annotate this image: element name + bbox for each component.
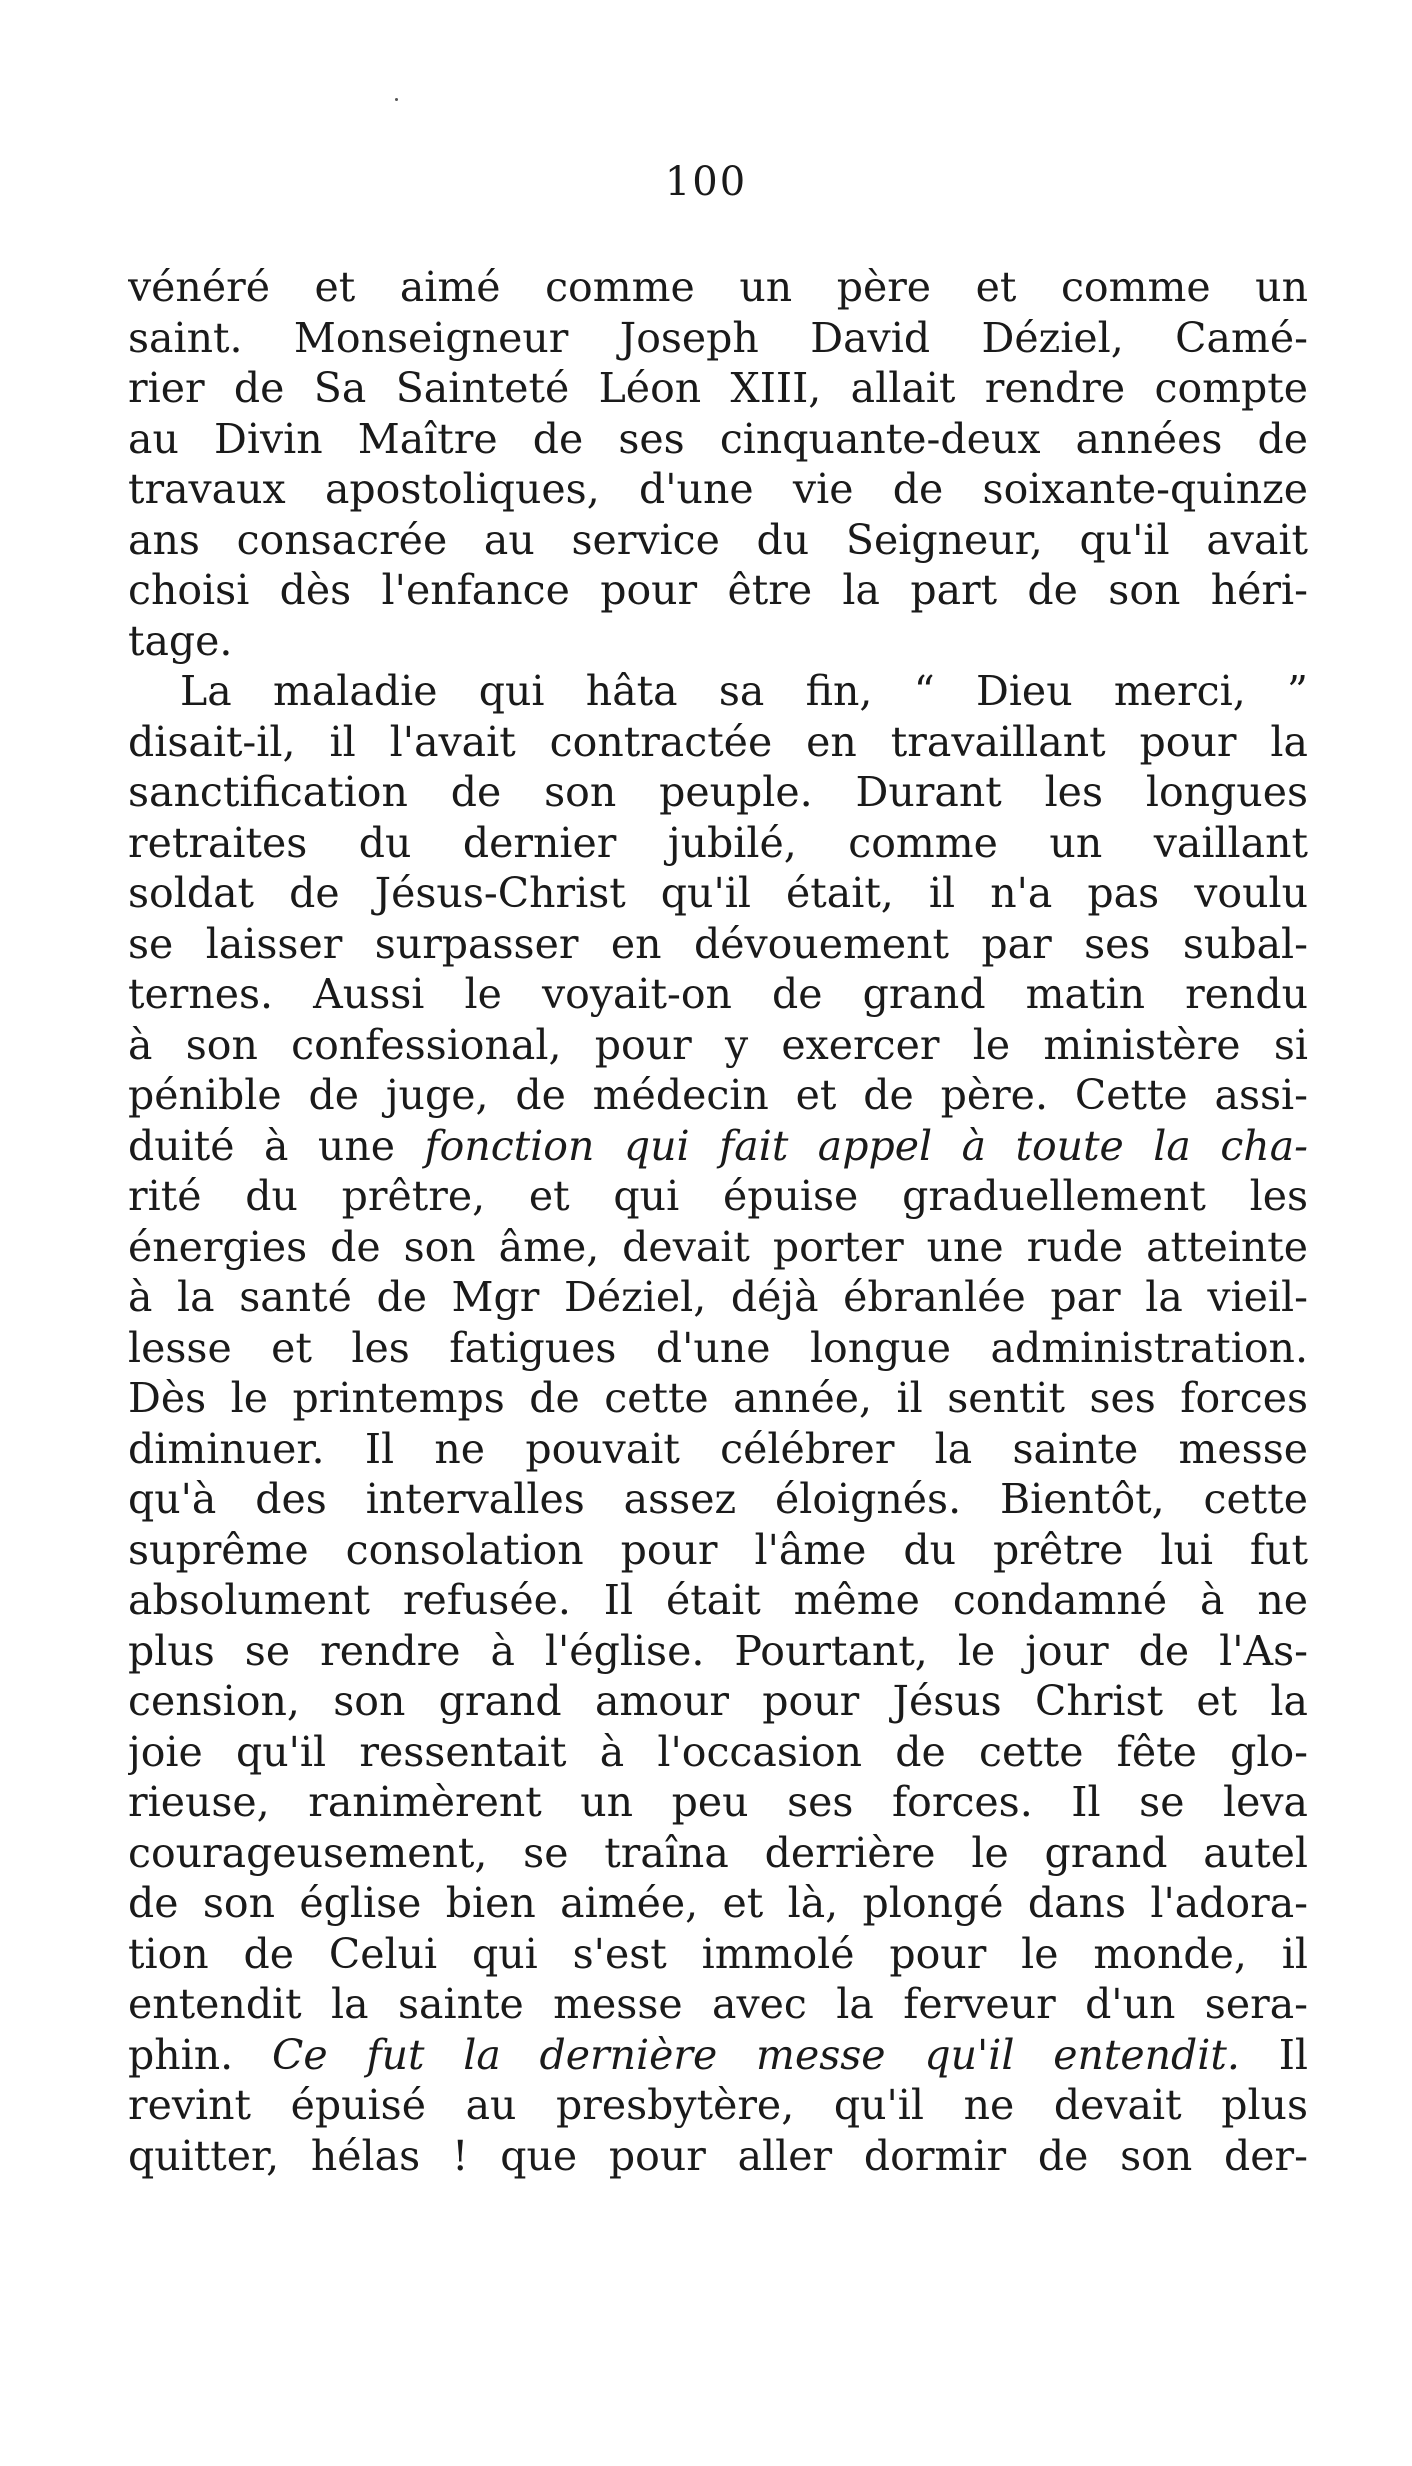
text-line: ans consacrée au service du Seigneur, qu'il avait bbox=[128, 515, 1308, 564]
text-line: choisi dès l'enfance pour être la part de son héri- bbox=[128, 566, 1308, 614]
text-line: rieuse, ranimèrent un peu ses forces. Il se leva bbox=[128, 1778, 1308, 1826]
text-line: sanctification de son peuple. Durant les longues bbox=[128, 768, 1308, 816]
body-text bbox=[128, 262, 1308, 2181]
text-line-with-italic bbox=[128, 1121, 1308, 1172]
paragraph-start-line: La maladie qui hâta sa fin, “ Dieu merci, ” bbox=[180, 667, 1308, 715]
text-line: pénible de juge, de médecin et de père. Cette assi- bbox=[128, 1071, 1308, 1119]
text-line: travaux apostoliques, d'une vie de soixante-quinze bbox=[128, 465, 1308, 513]
text-line: énergies de son âme, devait porter une rude atteinte bbox=[128, 1222, 1308, 1271]
text-line: cension, son grand amour pour Jésus Christ et la bbox=[128, 1677, 1308, 1725]
text-line: suprême consolation pour l'âme du prêtre lui fut bbox=[128, 1525, 1308, 1574]
text-line: plus se rendre à l'église. Pourtant, le jour de l'As- bbox=[128, 1626, 1308, 1675]
text-line: quitter, hélas ! que pour aller dormir de son der- bbox=[128, 2131, 1308, 2180]
text-line: revint épuisé au presbytère, qu'il ne devait plus bbox=[128, 2081, 1308, 2129]
text-line: tage. bbox=[128, 616, 233, 665]
text-run: Il bbox=[1239, 2030, 1308, 2079]
text-line: au Divin Maître de ses cinquante-deux années de bbox=[128, 414, 1308, 463]
text-line: à la santé de Mgr Déziel, déjà ébranlée par la vieil- bbox=[128, 1273, 1308, 1321]
text-line: à son confessional, pour y exercer le ministère si bbox=[128, 1020, 1308, 1069]
text-line: disait-il, il l'avait contractée en travaillant pour la bbox=[128, 717, 1308, 766]
text-line: tion de Celui qui s'est immolé pour le monde, il bbox=[128, 1929, 1308, 1978]
text-line: soldat de Jésus-Christ qu'il était, il n'a pas voulu bbox=[128, 869, 1308, 917]
text-line: entendit la sainte messe avec la ferveur d'un sera- bbox=[128, 1980, 1308, 2028]
italic-run: Ce fut la dernière messe qu'il entendit. bbox=[271, 2030, 1240, 2079]
page-number: 100 bbox=[664, 159, 748, 205]
text-line: se laisser surpasser en dévouement par ses subal- bbox=[128, 919, 1308, 968]
text-line-with-italic bbox=[128, 2030, 1308, 2081]
text-line: retraites du dernier jubilé, comme un vaillant bbox=[128, 818, 1308, 867]
text-line: qu'à des intervalles assez éloignés. Bientôt, cette bbox=[128, 1475, 1308, 1523]
text-line: rité du prêtre, et qui épuise graduellement les bbox=[128, 1172, 1308, 1220]
text-line: lesse et les fatigues d'une longue administration. bbox=[128, 1323, 1308, 1372]
text-line: rier de Sa Sainteté Léon XIII, allait rendre compte bbox=[128, 364, 1308, 412]
text-run: duité à une bbox=[128, 1121, 425, 1170]
text-line: de son église bien aimée, et là, plongé dans l'adora- bbox=[128, 1879, 1308, 1927]
text-line: courageusement, se traîna derrière le grand autel bbox=[128, 1828, 1308, 1877]
text-line: diminuer. Il ne pouvait célébrer la sainte messe bbox=[128, 1424, 1308, 1473]
text-run: phin. bbox=[128, 2030, 272, 2079]
text-line: saint. Monseigneur Joseph David Déziel, Camé- bbox=[128, 313, 1308, 362]
text-line: vénéré et aimé comme un père et comme un bbox=[128, 263, 1308, 311]
text-line: Dès le printemps de cette année, il sentit ses forces bbox=[128, 1374, 1308, 1422]
print-speck bbox=[395, 98, 398, 101]
italic-run: fonction qui fait appel à toute la cha- bbox=[424, 1121, 1308, 1170]
text-line: ternes. Aussi le voyait-on de grand matin rendu bbox=[128, 970, 1308, 1018]
text-line: joie qu'il ressentait à l'occasion de cette fête glo- bbox=[128, 1727, 1308, 1776]
text-line: absolument refusée. Il était même condamné à ne bbox=[128, 1576, 1308, 1624]
